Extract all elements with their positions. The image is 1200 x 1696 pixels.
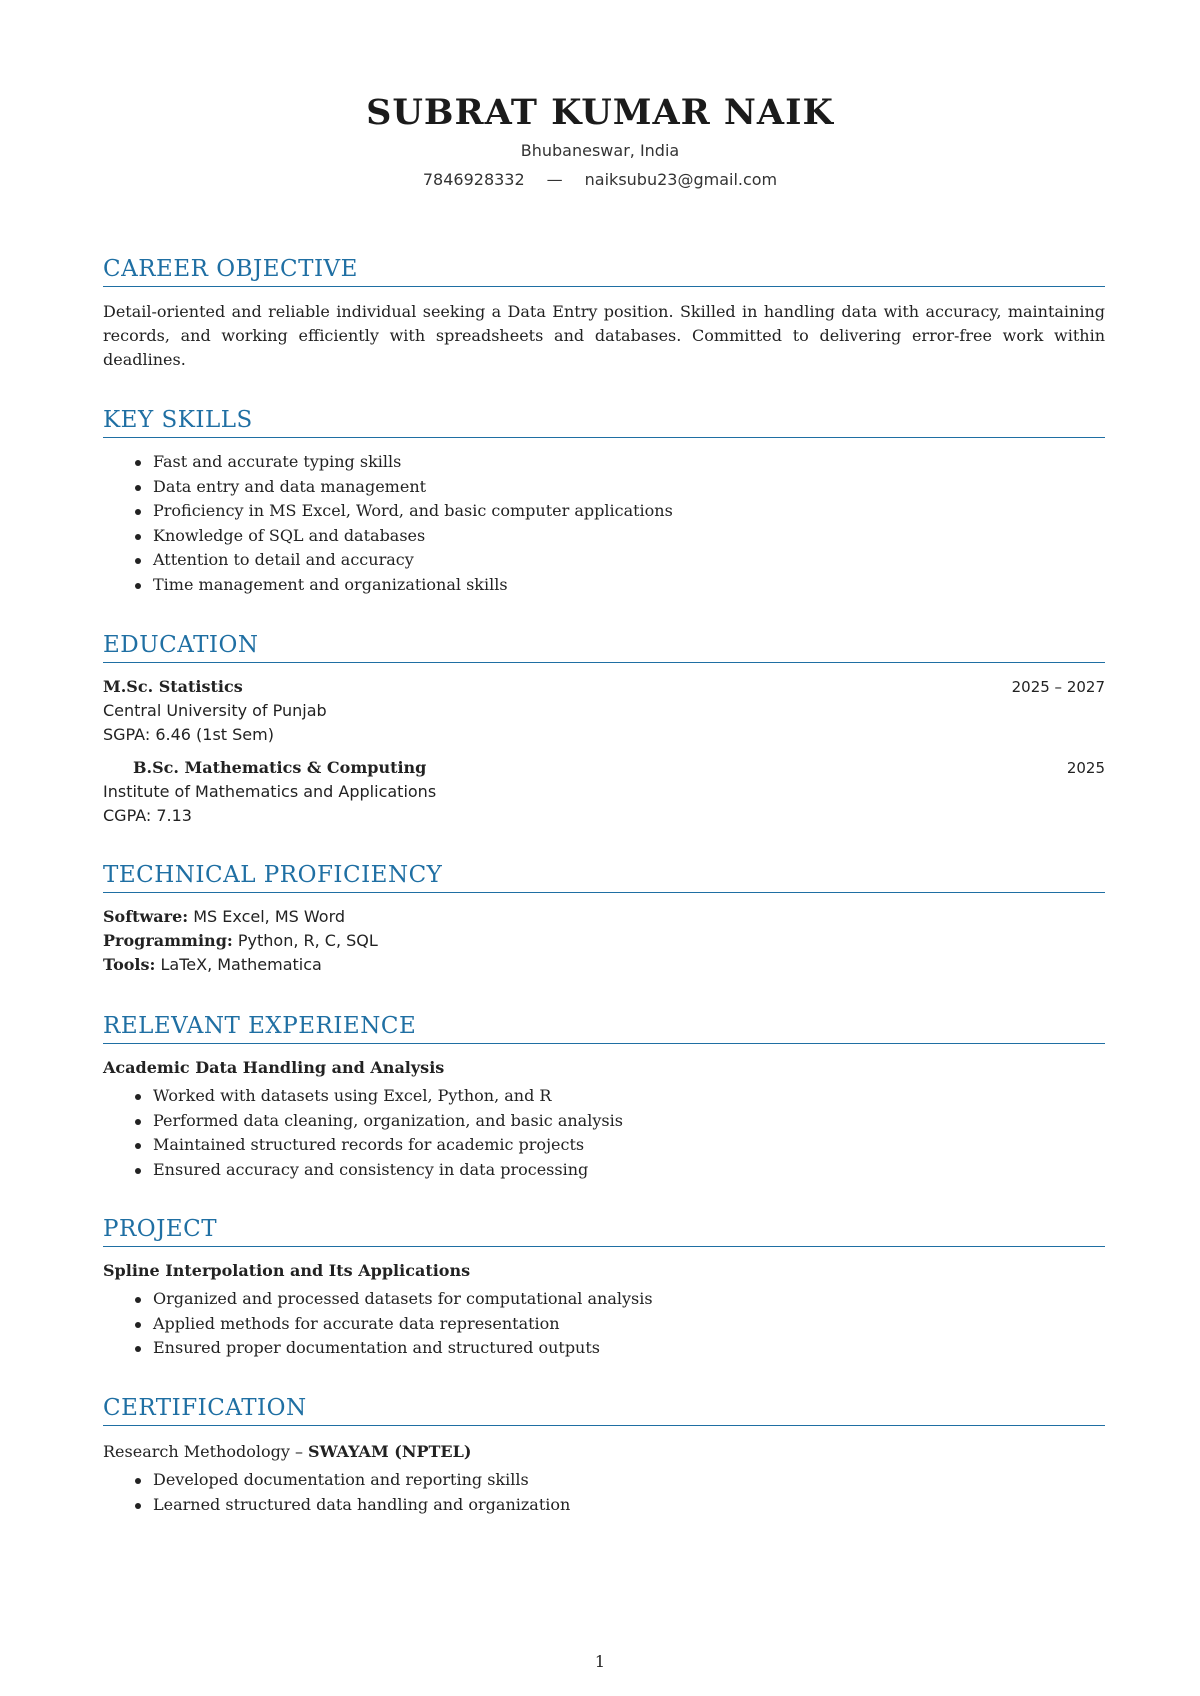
technical-label: Software: [103, 907, 189, 926]
page-number: 1 [594, 1652, 606, 1671]
skills-list [103, 450, 1105, 597]
technical-label: Tools: [103, 955, 156, 974]
section-title: CAREER OBJECTIVE [103, 256, 358, 282]
objective-text: Detail-oriented and reliable individual seeking a Data Entry position. Skilled in handling data with accuracy, maintaining records, and working efficiently with spreadsheets and databases. Committed to delivering error-free work within deadlines. [103, 302, 1105, 369]
list-item: Attention to detail and accuracy [103, 548, 1105, 573]
list-item: Learned structured data handling and organization [103, 1493, 1105, 1518]
list-item: Proficiency in MS Excel, Word, and basic computer applications [103, 499, 1105, 524]
certification-list [103, 1468, 1105, 1517]
section-career-objective [103, 254, 1105, 372]
list-item: Worked with datasets using Excel, Python, and R [103, 1084, 1105, 1109]
technical-label: Programming: [103, 931, 233, 950]
technical-value: Python, R, C, SQL [237, 931, 378, 950]
section-certification [103, 1393, 1105, 1517]
list-item: Ensured accuracy and consistency in data processing [103, 1158, 1105, 1183]
section-project [103, 1214, 1105, 1361]
section-divider [103, 1246, 1105, 1247]
technical-value: MS Excel, MS Word [193, 907, 346, 926]
education-entry [103, 756, 1105, 828]
certification-course: Research Methodology – [103, 1442, 309, 1461]
contact-line [0, 170, 1200, 189]
grade-score: SGPA: 6.46 (1st Sem) [103, 725, 274, 744]
education-entry [103, 675, 1105, 747]
list-item: Data entry and data management [103, 475, 1105, 500]
section-title: RELEVANT EXPERIENCE [103, 1013, 417, 1039]
technical-rows [103, 905, 1105, 977]
candidate-name: SUBRAT KUMAR NAIK [366, 92, 834, 133]
list-item: Applied methods for accurate data representation [103, 1312, 1105, 1337]
list-item: Performed data cleaning, organization, and basic analysis [103, 1109, 1105, 1134]
section-title: EDUCATION [103, 632, 259, 658]
section-divider [103, 1043, 1105, 1044]
section-divider [103, 437, 1105, 438]
list-item: Knowledge of SQL and databases [103, 524, 1105, 549]
degree-title: B.Sc. Mathematics & Computing [133, 758, 427, 777]
degree-years: 2025 – 2027 [1011, 678, 1105, 696]
project-subtitle: Spline Interpolation and Its Applications [103, 1261, 471, 1280]
certification-subtitle [103, 1440, 1105, 1464]
list-item: Ensured proper documentation and structured outputs [103, 1336, 1105, 1361]
section-divider [103, 1425, 1105, 1426]
section-divider [103, 892, 1105, 893]
section-education [103, 630, 1105, 828]
contact-separator: — [546, 170, 563, 189]
institution-name: Central University of Punjab [103, 701, 327, 720]
section-relevant-experience [103, 1011, 1105, 1182]
list-item: Developed documentation and reporting skills [103, 1468, 1105, 1493]
project-list [103, 1287, 1105, 1361]
grade-score: CGPA: 7.13 [103, 806, 192, 825]
section-technical-proficiency [103, 860, 1105, 977]
candidate-location: Bhubaneswar, India [520, 141, 680, 160]
technical-value: LaTeX, Mathematica [160, 955, 322, 974]
section-divider [103, 286, 1105, 287]
section-key-skills [103, 405, 1105, 597]
section-title: CERTIFICATION [103, 1395, 307, 1421]
degree-title: M.Sc. Statistics [103, 677, 243, 696]
section-title: KEY SKILLS [103, 407, 253, 433]
phone-number: 7846928332 [422, 170, 525, 189]
degree-years: 2025 [1066, 759, 1105, 777]
experience-list [103, 1084, 1105, 1182]
list-item: Time management and organizational skills [103, 573, 1105, 598]
section-title: PROJECT [103, 1216, 218, 1242]
list-item: Maintained structured records for academic projects [103, 1133, 1105, 1158]
email-address[interactable]: naiksubu23@gmail.com [584, 170, 778, 189]
institution-name: Institute of Mathematics and Applications [103, 782, 437, 801]
certification-provider: SWAYAM (NPTEL) [308, 1442, 472, 1461]
section-divider [103, 662, 1105, 663]
list-item: Organized and processed datasets for computational analysis [103, 1287, 1105, 1312]
experience-subtitle: Academic Data Handling and Analysis [103, 1058, 445, 1077]
section-title: TECHNICAL PROFICIENCY [103, 862, 443, 888]
list-item: Fast and accurate typing skills [103, 450, 1105, 475]
